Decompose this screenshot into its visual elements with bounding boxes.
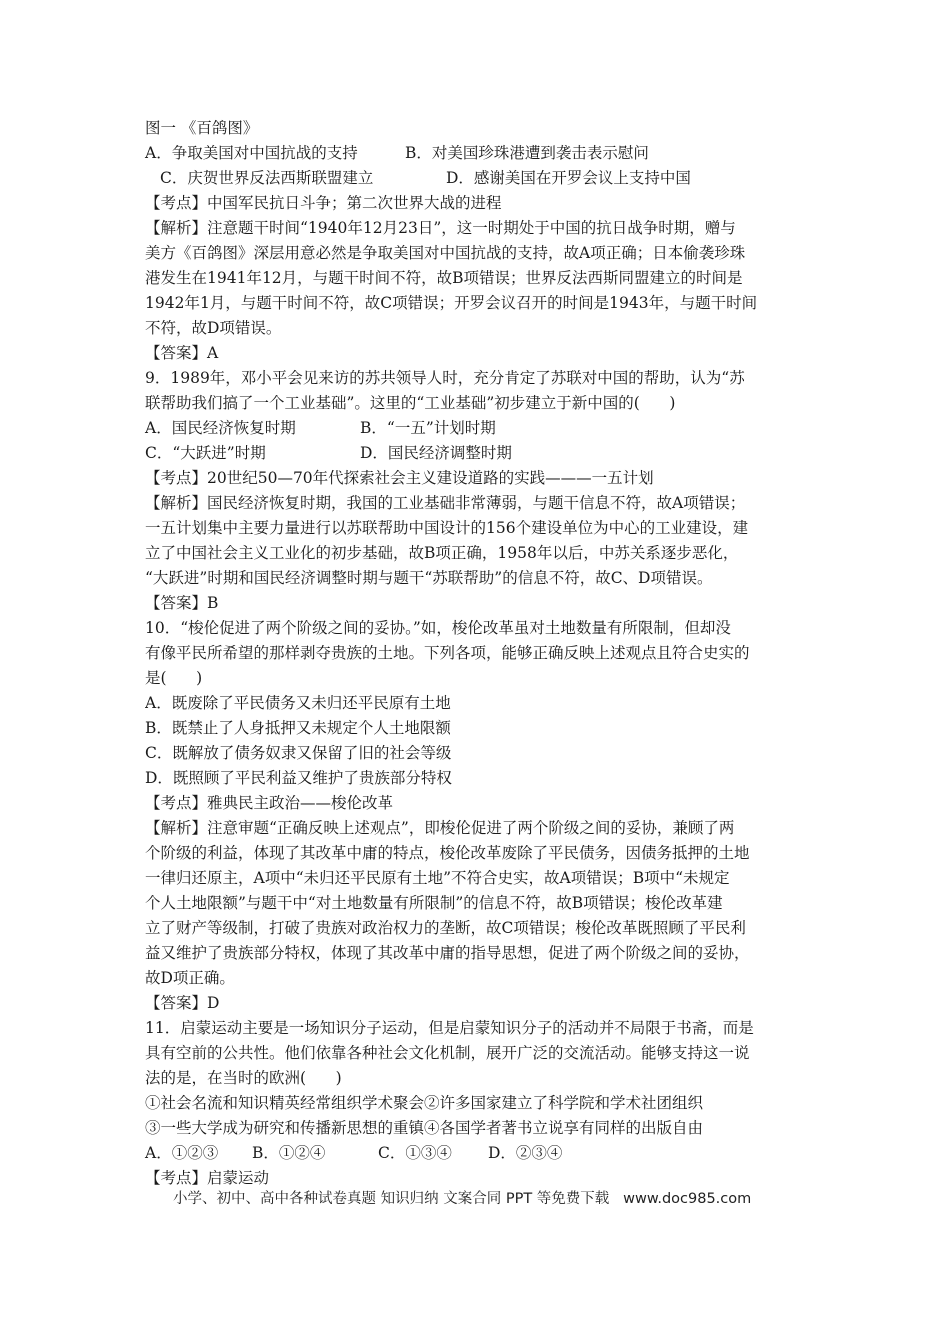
q9-option-a: A．国民经济恢复时期 — [145, 419, 296, 437]
q9-jiexi-line: 立了中国社会主义工业化的初步基础，故B项正确，1958年以后，中苏关系逐步恶化， — [145, 544, 739, 562]
q8-kaodian: 【考点】中国军民抗日斗争；第二次世界大战的进程 — [145, 194, 502, 212]
q8-jiexi-line: 美方《百鸽图》深层用意必然是争取美国对中国抗战的支持，故A项正确；日本偷袭珍珠 — [145, 244, 746, 262]
q8-option-c: C．庆贺世界反法西斯联盟建立 — [160, 169, 374, 187]
q9-jiexi-line: “大跃进”时期和国民经济调整时期与题干“苏联帮助”的信息不符，故C、D项错误。 — [145, 569, 713, 587]
q10-jiexi-line: 益又维护了贵族部分特权，体现了其改革中庸的指导思想，促进了两个阶级之间的妥协， — [145, 944, 750, 962]
q8-jiexi-line: 【解析】注意题干时间“1940年12月23日”，这一时期处于中国的抗日战争时期，赠与 — [145, 219, 736, 237]
q9-option-b: B．“一五”计划时期 — [360, 419, 496, 437]
q11-option-a: A．①②③ — [145, 1144, 219, 1162]
q11-stem-line: 具有空前的公共性。他们依靠各种社会文化机制，展开广泛的交流活动。能够支持这一说 — [145, 1044, 750, 1062]
q10-jiexi-line: 个人土地限额”与题干中“对土地数量有所限制”的信息不符，故B项错误；梭伦改革建 — [145, 894, 723, 912]
q9-stem-line: 9．1989年，邓小平会见来访的苏共领导人时，充分肯定了苏联对中国的帮助，认为“苏 — [145, 369, 745, 387]
q10-jiexi-line: 【解析】注意审题“正确反映上述观点”，即梭伦促进了两个阶级之间的妥协，兼顾了两 — [145, 819, 735, 837]
page-footer: 小学、初中、高中各种试卷真题 知识归纳 文案合同 PPT 等免费下载 www.doc985.com — [173, 1191, 752, 1207]
q9-answer: 【答案】B — [145, 594, 219, 612]
q9-jiexi-line: 一五计划集中主要力量进行以苏联帮助中国设计的156个建设单位为中心的工业建设，建 — [145, 519, 749, 537]
q10-stem-line: 10．“梭伦促进了两个阶级之间的妥协。”如，梭伦改革虽对土地数量有所限制，但却没 — [145, 619, 731, 637]
q10-jiexi-line: 立了财产等级制，打破了贵族对政治权力的垄断，故C项错误；梭伦改革既照顾了平民利 — [145, 919, 746, 937]
q8-jiexi-line: 不符，故D项错误。 — [145, 319, 282, 337]
q10-kaodian: 【考点】雅典民主政治——梭伦改革 — [145, 794, 394, 812]
q8-option-b: B．对美国珍珠港遭到袭击表示慰问 — [405, 144, 649, 162]
q11-option-c: C．①③④ — [378, 1144, 452, 1162]
q10-answer: 【答案】D — [145, 994, 220, 1012]
q11-item-line: ①社会名流和知识精英经常组织学术聚会②许多国家建立了科学院和学术社团组织 — [145, 1094, 704, 1112]
q9-stem-line: 联帮助我们搞了一个工业基础”。这里的“工业基础”初步建立于新中国的( ) — [145, 394, 676, 412]
q10-jiexi-line: 故D项正确。 — [145, 969, 235, 987]
q8-answer: 【答案】A — [145, 344, 219, 362]
q9-option-d: D．国民经济调整时期 — [360, 444, 512, 462]
q11-stem-line: 11．启蒙运动主要是一场知识分子运动，但是启蒙知识分子的活动并不局限于书斋，而是 — [145, 1019, 754, 1037]
q10-stem-line: 是( ) — [145, 669, 203, 687]
q8-jiexi-line: 1942年1月，与题干时间不符，故C项错误；开罗会议召开的时间是1943年，与题干时间 — [145, 294, 758, 312]
figure-caption: 图一 《百鸽图》 — [145, 119, 259, 137]
q11-kaodian: 【考点】启蒙运动 — [145, 1169, 270, 1187]
q10-jiexi-line: 一律归还原主，A项中“未归还平民原有土地”不符合史实，故A项错误；B项中“未规定 — [145, 869, 730, 887]
q10-jiexi-line: 个阶级的利益，体现了其改革中庸的特点，梭伦改革废除了平民债务，因债务抵押的土地 — [145, 844, 750, 862]
q8-option-d: D．感谢美国在开罗会议上支持中国 — [446, 169, 691, 187]
q11-option-b: B．①②④ — [252, 1144, 326, 1162]
q8-jiexi-line: 港发生在1941年12月，与题干时间不符，故B项错误；世界反法西斯同盟建立的时间是 — [145, 269, 743, 287]
q10-option-c: C．既解放了债务奴隶又保留了旧的社会等级 — [145, 744, 452, 762]
q11-option-d: D．②③④ — [488, 1144, 563, 1162]
q8-option-a: A．争取美国对中国抗战的支持 — [145, 144, 358, 162]
q10-option-b: B．既禁止了人身抵押又未规定个人土地限额 — [145, 719, 451, 737]
q9-jiexi-line: 【解析】国民经济恢复时期，我国的工业基础非常薄弱，与题干信息不符，故A项错误； — [145, 494, 746, 512]
q11-stem-line: 法的是，在当时的欧洲( ) — [145, 1069, 342, 1087]
q10-option-d: D．既照顾了平民利益又维护了贵族部分特权 — [145, 769, 452, 787]
q11-item-line: ③一些大学成为研究和传播新思想的重镇④各国学者著书立说享有同样的出版自由 — [145, 1119, 704, 1137]
q9-option-c: C．“大跃进”时期 — [145, 444, 266, 462]
q10-stem-line: 有像平民所希望的那样剥夺贵族的土地。下列各项，能够正确反映上述观点且符合史实的 — [145, 644, 750, 662]
q9-kaodian: 【考点】20世纪50—70年代探索社会主义建设道路的实践———一五计划 — [145, 469, 654, 487]
q10-option-a: A．既废除了平民债务又未归还平民原有土地 — [145, 694, 451, 712]
